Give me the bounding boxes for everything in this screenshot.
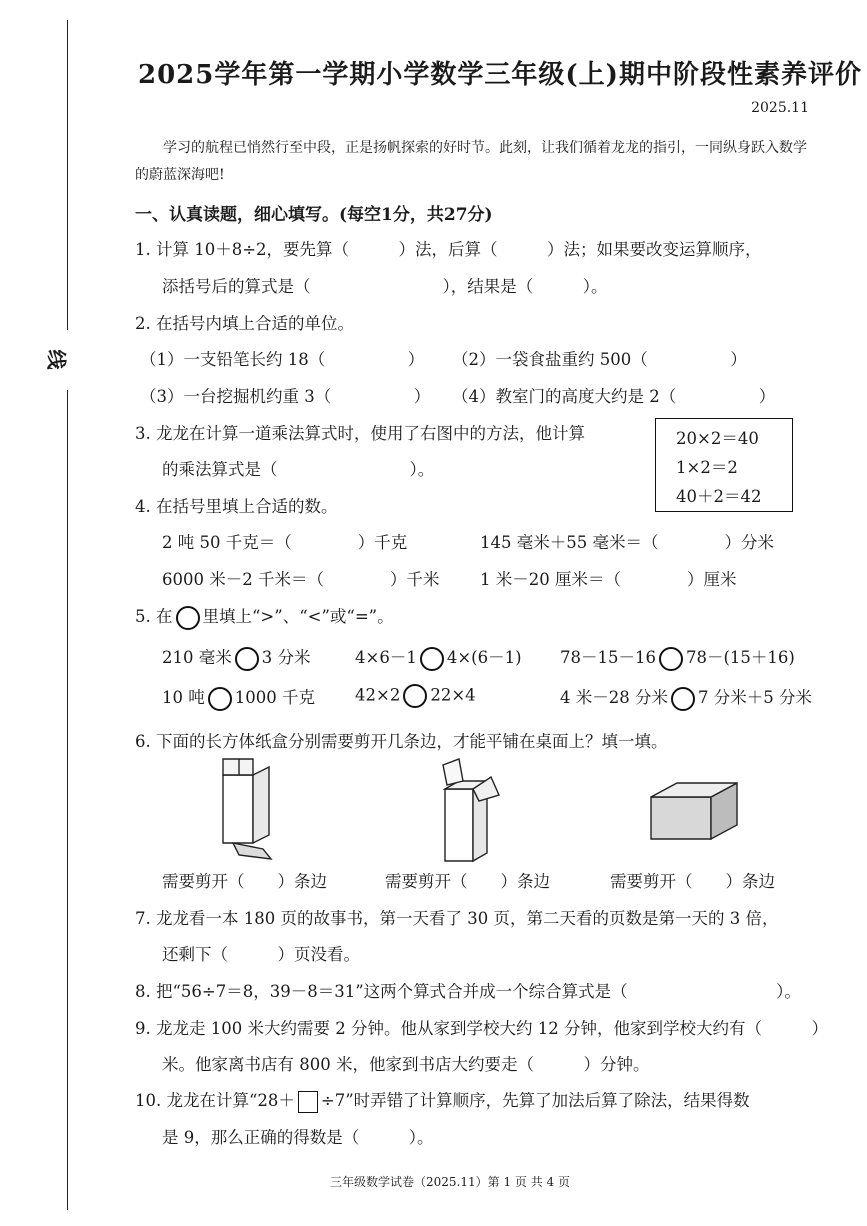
q10-line1 [135,1087,750,1113]
binding-line-label: 线 [44,349,69,370]
q8-line1: 8. 把“56÷7＝8，39－8＝31”这两个算式合并成一个综合算式是（ ）。 [135,982,801,1001]
q5-item-left: 4 米－28 分米 [560,688,668,707]
q4-item-4: 1 米－20 厘米＝（ ）厘米 [480,570,737,589]
answer-circle[interactable] [659,647,683,671]
intro-paragraph: 学习的航程已悄然行至中段，正是扬帆探索的好时节。此刻，让我们循着龙龙的指引，一同纵身跃入数学的蔚蓝深海吧! [135,140,807,183]
q5-item-right: 78－(15＋16) [686,648,795,667]
q5-stem-post: 里填上“>”、“<”或“=”。 [202,607,394,626]
closed-box-illustration [645,775,745,845]
answer-circle[interactable] [403,684,427,708]
page-title: 2025学年第一学期小学数学三年级(上)期中阶段性素养评价 [138,60,862,90]
q7-line1: 7. 龙龙看一本 180 页的故事书，第一天看了 30 页，第二天看的页数是第一天的 3 倍， [135,909,779,928]
q6-stem: 6. 下面的长方体纸盒分别需要剪开几条边，才能平铺在桌面上？填一填。 [135,732,668,751]
answer-circle[interactable] [235,647,259,671]
q4-item-2: 145 毫米＋55 毫米＝（ ）分米 [480,533,774,552]
q4-stem: 4. 在括号里填上合适的数。 [135,497,338,516]
answer-circle[interactable] [671,687,695,711]
q7-line2: 还剩下（ ）页没看。 [162,945,360,964]
page-footer: 三年级数学试卷（2025.11）第 1 页 共 4 页 [330,1175,570,1189]
q3-box-line: 20×2＝40 [676,429,759,448]
q10-post: ÷7”时弄错了计算顺序，先算了加法后算了除法，结果得数 [320,1091,750,1110]
q5-item-right: 1000 千克 [234,688,315,707]
q10-pre: 10. 龙龙在计算“28＋ [135,1091,295,1110]
q5-item [162,684,315,711]
open-box-2-illustration [433,755,503,867]
q5-stem-pre: 5. 在 [135,607,173,626]
answer-circle[interactable] [208,687,232,711]
q5-item [162,644,311,671]
answer-circle[interactable] [420,647,444,671]
q6-label-1: 需要剪开（ ）条边 [162,872,327,891]
q3-line1: 3. 龙龙在计算一道乘法算式时，使用了右图中的方法，他计算 [135,424,585,443]
q6-label-3: 需要剪开（ ）条边 [610,872,775,891]
compare-circle-icon [176,606,200,630]
q2-stem: 2. 在括号内填上合适的单位。 [135,314,354,333]
q5-item-right: 4×(6－1) [446,648,522,667]
q5-item-right: 7 分米＋5 分米 [697,688,812,707]
q2-item-4: （4）教室门的高度大约是 2（ ） [452,387,776,406]
q4-item-1: 2 吨 50 千克＝（ ）千克 [162,533,408,552]
section-heading: 一、认真读题，细心填写。(每空1分，共27分) [135,205,493,225]
q6-label-2: 需要剪开（ ）条边 [385,872,550,891]
q2-item-1: （1）一支铅笔长约 18（ ） [140,350,425,369]
q5-item-right: 3 分米 [261,648,311,667]
q4-item-3: 6000 米－2 千米＝（ ）千米 [162,570,440,589]
open-box-1-illustration [205,755,285,863]
q5-item-left: 210 毫米 [162,648,232,667]
q9-line1: 9. 龙龙走 100 米大约需要 2 分钟。他从家到学校大约 12 分钟，他家到学校大约有（ ） [135,1019,828,1038]
q2-item-3: （3）一台挖掘机约重 3（ ） [140,387,431,406]
q5-item [355,644,522,671]
q5-item-left: 42×2 [355,685,401,705]
q5-item-left: 4×6－1 [355,648,417,667]
q9-line2: 米。他家离书店有 800 米，他家到书店大约要走（ ）分钟。 [162,1055,650,1074]
q5-item-left: 78－15－16 [560,648,656,667]
binding-line [67,20,68,1210]
q1-line1: 1. 计算 10＋8÷2，要先算（ ）法，后算（ ）法；如果要改变运算顺序， [135,240,762,259]
blank-square-box[interactable] [298,1091,318,1113]
exam-date: 2025.11 [751,100,809,116]
q3-line2: 的乘法算式是（ ）。 [162,460,435,479]
q2-item-2: （2）一袋食盐重约 500（ ） [452,350,747,369]
q10-line2: 是 9，那么正确的得数是（ ）。 [162,1128,434,1147]
q3-box-line: 1×2＝2 [676,458,738,477]
q5-stem [135,603,394,630]
q5-item [355,684,476,708]
q1-line2: 添括号后的算式是（ ），结果是（ ）。 [162,277,608,296]
q5-item [560,684,812,711]
q3-method-box [655,418,793,512]
q5-item [560,644,795,671]
q5-item-right: 22×4 [430,685,476,705]
q3-box-line: 40＋2＝42 [676,487,762,506]
q5-item-left: 10 吨 [162,688,205,707]
